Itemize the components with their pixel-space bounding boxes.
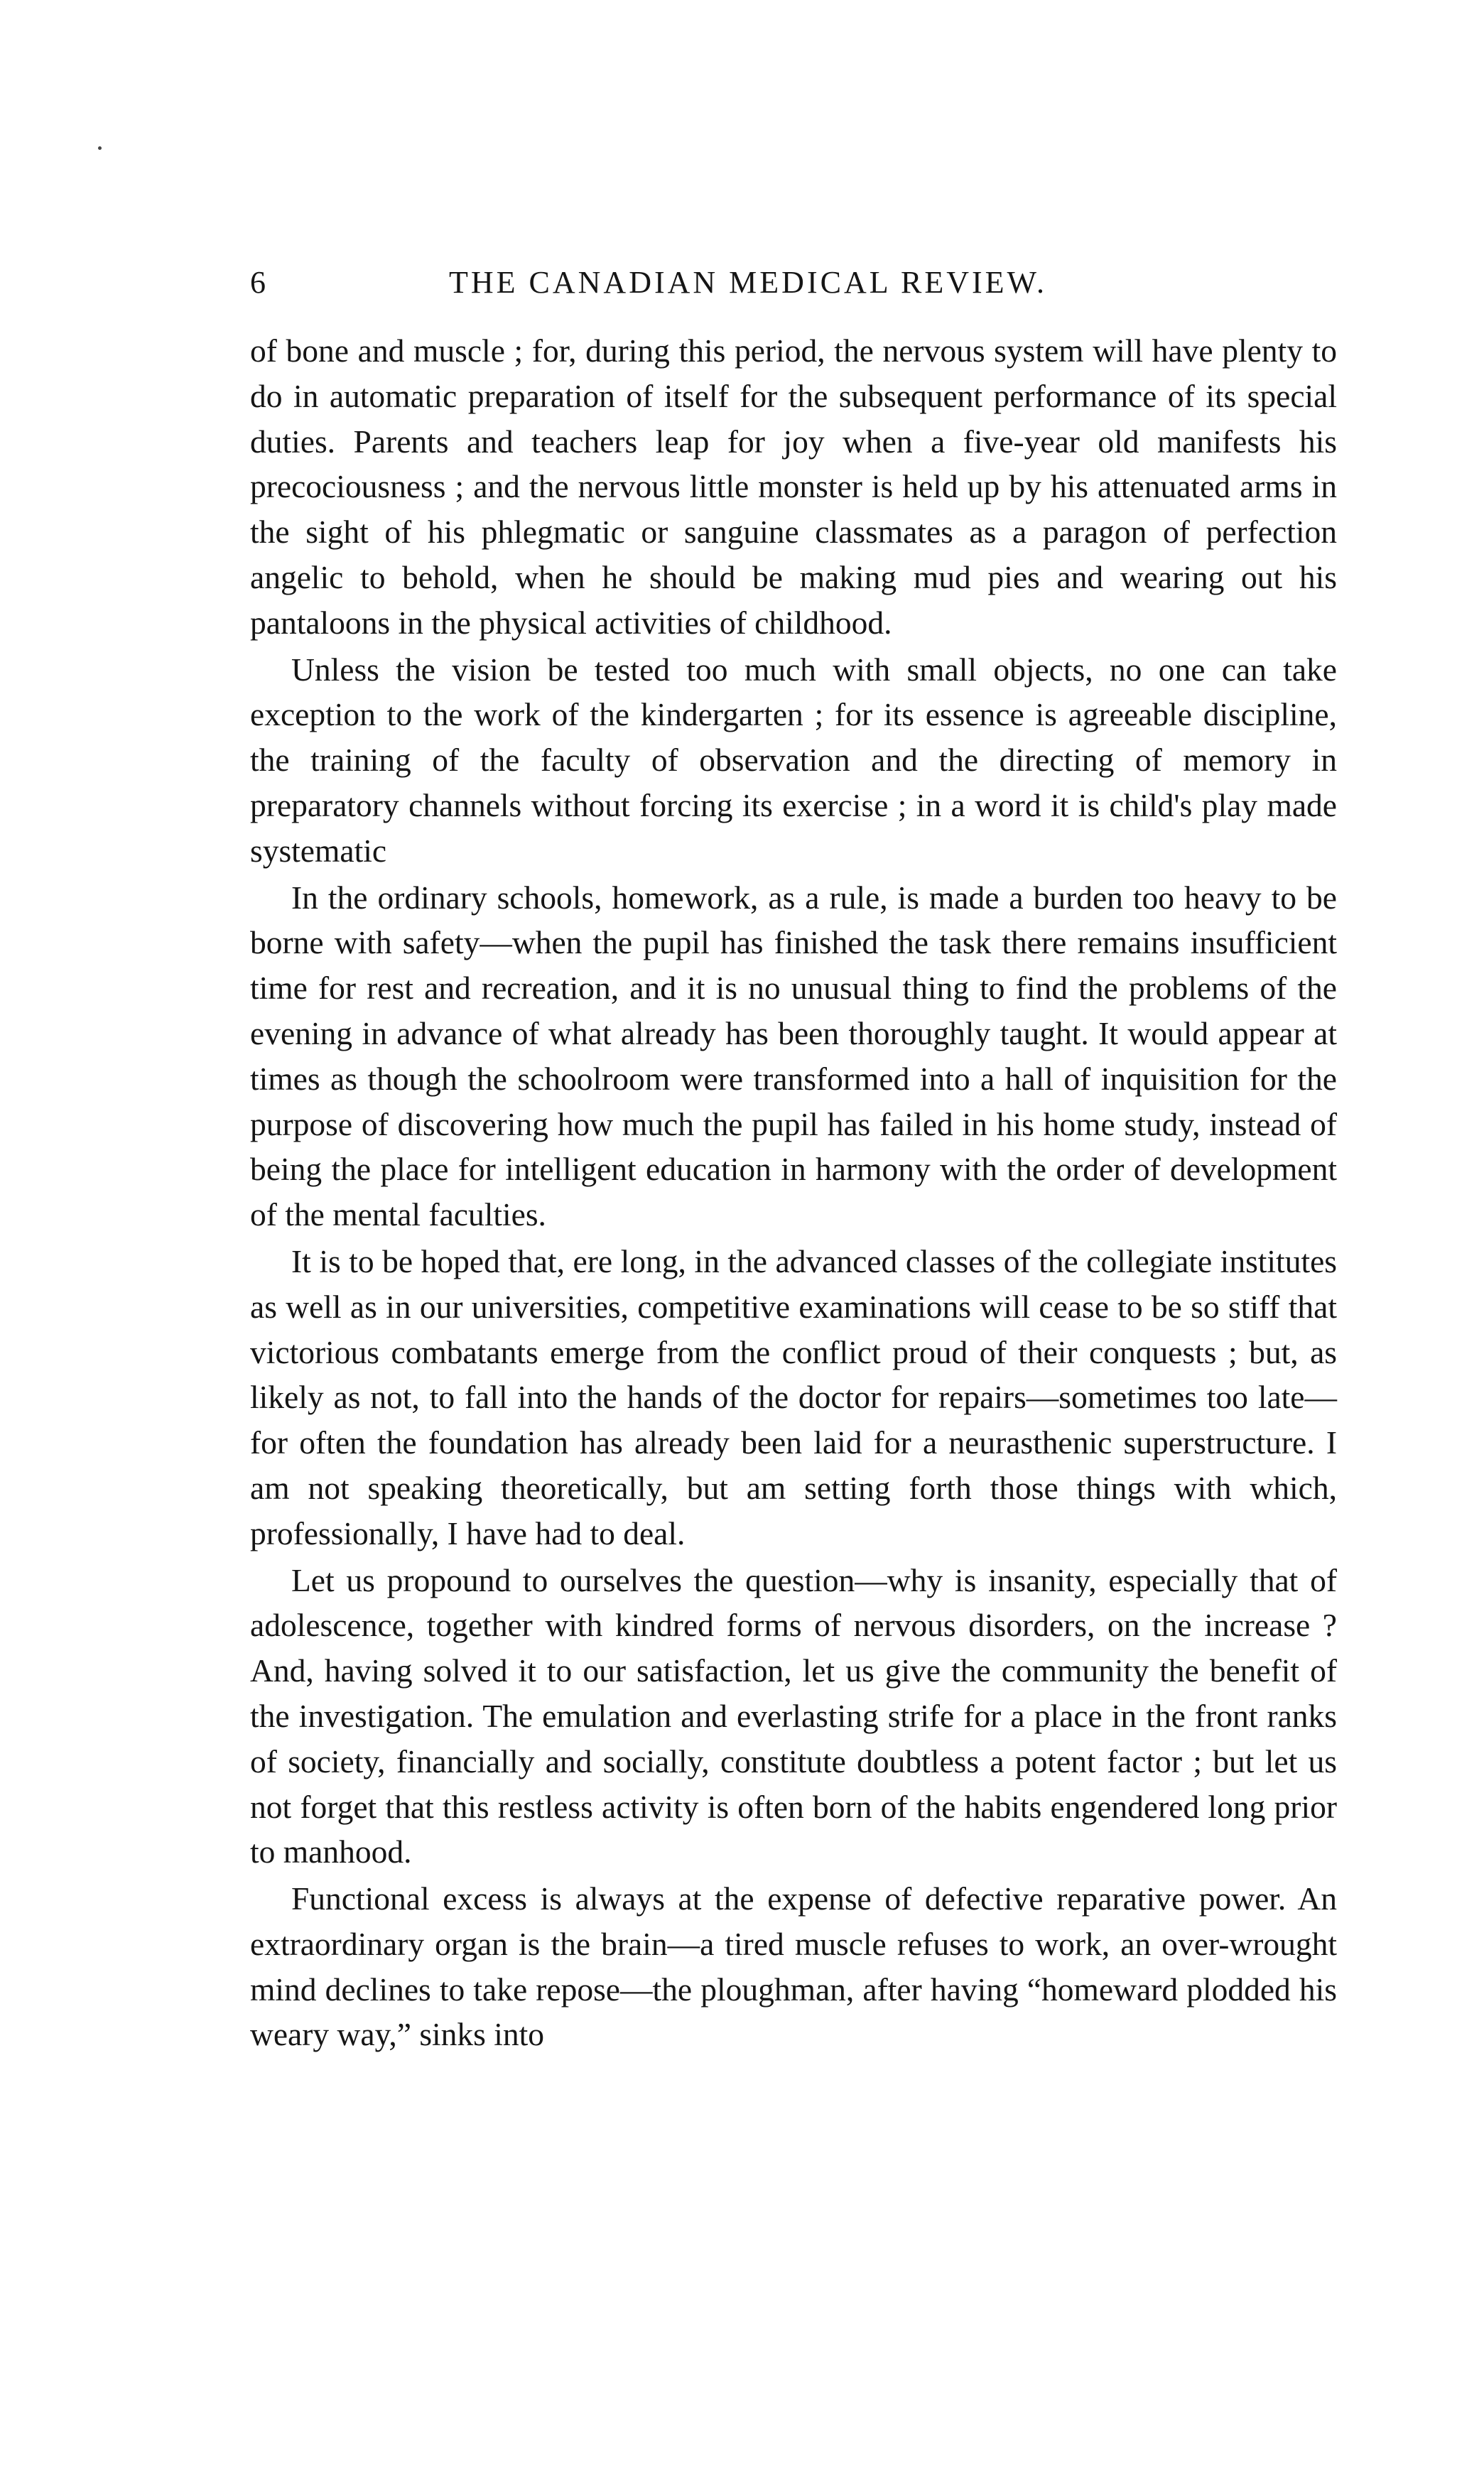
ink-speck bbox=[98, 146, 102, 150]
page-number: 6 bbox=[250, 265, 266, 300]
paragraph-6: Functional excess is always at the expense of defective reparative power. An extraordinary organ is the brain—a tired muscle refuses to work, an over-wrought mind declines to take repose—the ploughman, after having “homeward plodded his weary way,” sinks into bbox=[250, 1880, 1337, 2053]
running-head bbox=[250, 261, 1350, 304]
paragraph-4: It is to be hoped that, ere long, in the advanced classes of the collegiate institutes as well as in our universities, competitive examinations will cease to be so stiff that victorious combatants emerge from the conflict proud of their conquests ; but, as likely as not, to fall into the hands of the doctor for repairs—sometimes too late—for often the foundation has already been laid for a neurasthenic superstructure. I am not speaking theoretically, but am setting forth those things with which, professionally, I have had to deal. bbox=[250, 1242, 1337, 1551]
paragraph-2: Unless the vision be tested too much with small objects, no one can take exception to the work of the kindergarten ; for its essence is agreeable discipline, the training of the faculty of observation and the directing of memory in preparatory channels without forcing its exercise ; in a word it is child's play made systematic bbox=[250, 651, 1337, 869]
paragraph-1: of bone and muscle ; for, during this period, the nervous system will have plenty to do in automatic preparation of itself for the subsequent performance of its special duties. Parents and teachers leap for joy when a five-year old manifests his precociousness ; and the nervous little monster is held up by his attenuated arms in the sight of his phlegmatic or sanguine classmates as a paragon of perfection angelic to behold, when he should be making mud pies and wearing out his pantaloons in the physical activities of childhood. bbox=[250, 332, 1337, 641]
paragraph-5: Let us propound to ourselves the question—why is insanity, especially that of adolescence, together with kindred forms of nervous disorders, on the increase ? And, having solved it to our satisfaction, let us give the community the benefit of the investigation. The emulation and everlasting strife for a place in the front ranks of society, financially and socially, constitute doubtless a potent factor ; but let us not forget that this restless activity is often born of the habits engendered long prior to manhood. bbox=[250, 1561, 1337, 1870]
journal-title: THE CANADIAN MEDICAL REVIEW. bbox=[449, 265, 1047, 300]
article-body bbox=[250, 328, 1337, 2059]
paragraph-3: In the ordinary schools, homework, as a rule, is made a burden too heavy to be borne with safety—when the pupil has finished the task there remains insufficient time for rest and recreation, and it is no unusual thing to find the problems of the evening in advance of what already has been thoroughly taught. It would appear at times as though the schoolroom were transformed into a hall of inquisition for the purpose of discovering how much the pupil has failed in his home study, instead of being the place for intelligent education in harmony with the order of development of the mental faculties. bbox=[250, 879, 1337, 1233]
